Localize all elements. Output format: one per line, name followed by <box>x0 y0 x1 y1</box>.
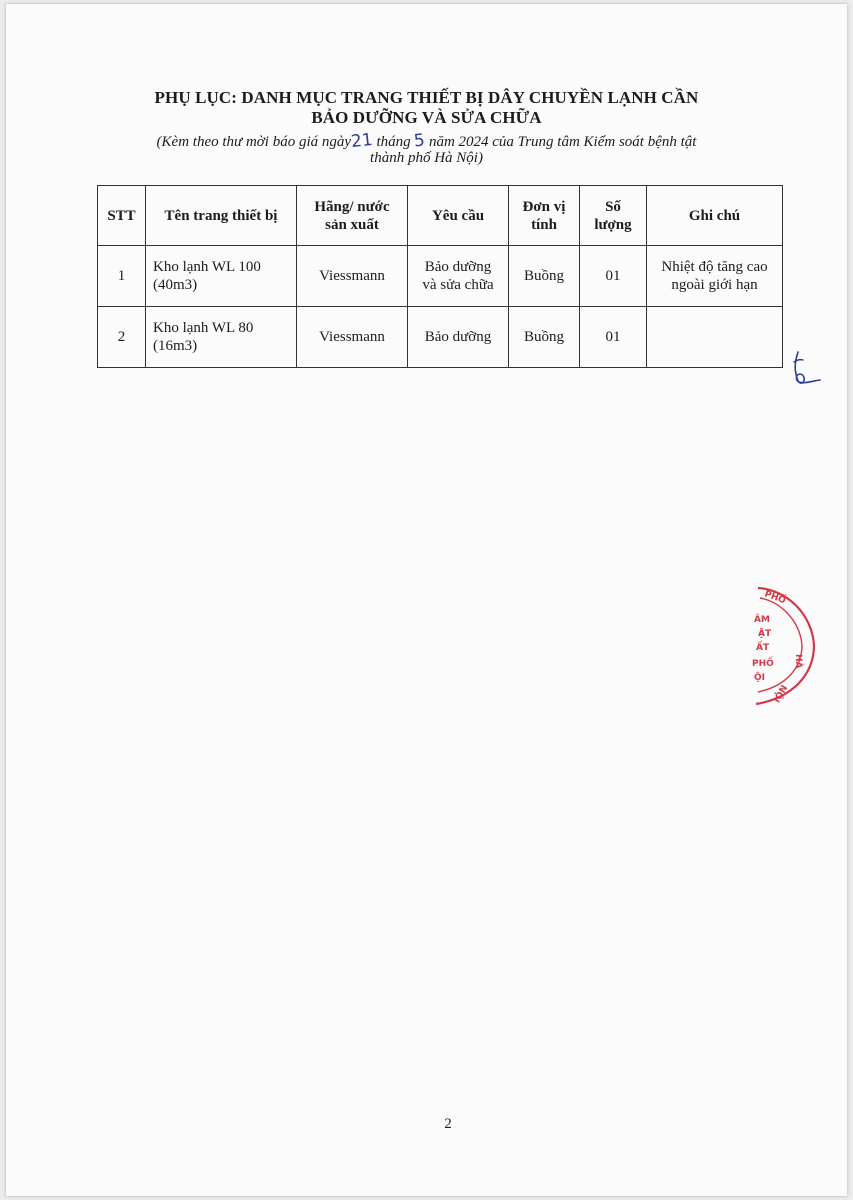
row-note-line1: Nhiệt độ tăng cao <box>661 259 768 275</box>
header-equipment-name: Tên trang thiết bị <box>146 186 297 246</box>
header-maker-line1: Hãng/ nước <box>314 198 390 215</box>
row-note <box>647 246 783 307</box>
row-name-line1: Kho lạnh WL 80 <box>153 320 254 336</box>
svg-text:PHỐ: PHỐ <box>762 589 787 607</box>
header-request: Yêu cầu <box>408 186 509 246</box>
row-stt: 2 <box>98 307 146 368</box>
row-stt: 1 <box>98 246 146 307</box>
svg-text:PHỐ: PHỐ <box>752 659 774 669</box>
row-request-line2: và sửa chữa <box>422 277 494 293</box>
header-stt: STT <box>98 186 146 246</box>
svg-text:NỘI: NỘI <box>770 682 789 704</box>
row-name-line1: Kho lạnh WL 100 <box>153 259 261 275</box>
row-request <box>408 246 509 307</box>
row-maker: Viessmann <box>297 246 408 307</box>
subtitle-suffix: năm 2024 của Trung tâm Kiểm soát bệnh tật <box>428 134 697 150</box>
table-header-row <box>98 186 783 246</box>
svg-text:ẬT: ẬT <box>758 629 772 639</box>
row-note-line2: ngoài giới hạn <box>671 277 758 293</box>
equipment-table <box>97 185 783 368</box>
header-note: Ghi chú <box>647 186 783 246</box>
header-unit-line2: tính <box>531 216 557 233</box>
row-request: Bảo dưỡng <box>408 307 509 368</box>
svg-text:HÀ: HÀ <box>793 654 803 669</box>
table-row <box>98 246 783 307</box>
handwritten-day: 21 <box>350 129 374 153</box>
row-note <box>647 307 783 368</box>
svg-text:ÂM: ÂM <box>754 615 770 625</box>
row-unit: Buồng <box>509 246 580 307</box>
official-stamp-seal <box>748 580 818 710</box>
document-subtitle <box>0 131 853 151</box>
table-row <box>98 307 783 368</box>
page-number: 2 <box>444 1116 452 1132</box>
row-maker: Viessmann <box>297 307 408 368</box>
subtitle-prefix: (Kèm theo thư mời báo giá ngày <box>156 134 352 150</box>
header-unit-line1: Đơn vị <box>522 198 566 215</box>
svg-text:ỘI: ỘI <box>754 673 765 683</box>
document-page <box>6 4 847 1196</box>
row-request-line1: Bảo dưỡng <box>424 259 492 275</box>
document-subtitle-line2: thành phố Hà Nội) <box>370 150 483 166</box>
header-quantity-line2: lượng <box>594 216 632 233</box>
row-equipment-name <box>146 307 297 368</box>
header-quantity <box>580 186 647 246</box>
handwritten-initial-signature <box>790 350 822 390</box>
header-maker-line2: sản xuất <box>325 216 379 233</box>
row-equipment-name <box>146 246 297 307</box>
row-quantity: 01 <box>580 246 647 307</box>
document-title-line2: BẢO DƯỠNG VÀ SỬA CHỮA <box>311 108 542 127</box>
header-unit <box>509 186 580 246</box>
handwritten-month: 5 <box>413 130 427 152</box>
row-unit: Buồng <box>509 307 580 368</box>
subtitle-middle: tháng <box>376 134 411 150</box>
header-quantity-line1: Số <box>605 198 621 215</box>
row-quantity: 01 <box>580 307 647 368</box>
svg-text:ẤT: ẤT <box>756 643 770 653</box>
document-title-line1: PHỤ LỤC: DANH MỤC TRANG THIẾT BỊ DÂY CHUYỀN LẠNH CẦN <box>154 88 699 107</box>
row-name-line2: (40m3) <box>153 277 198 293</box>
header-maker <box>297 186 408 246</box>
row-name-line2: (16m3) <box>153 338 198 354</box>
